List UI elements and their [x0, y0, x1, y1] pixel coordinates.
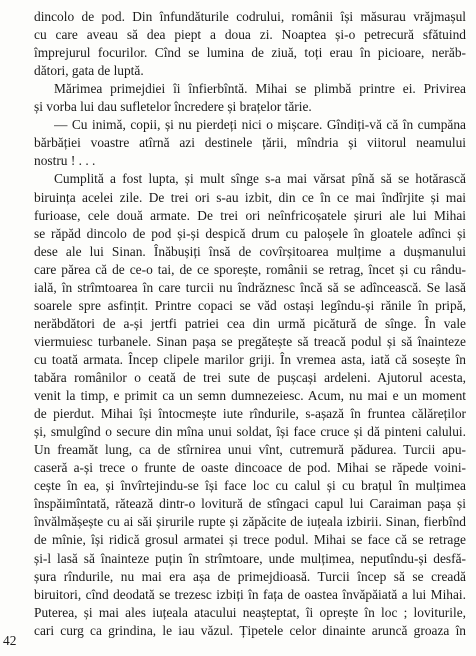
- text-line: învălmășește cu ai săi șirurile rupte și zăpăcite de iuțeala izbirii. Sinan, fierbînd: [34, 514, 466, 530]
- text-line: biruința acelei zile. De trei ori s-au izbit, din ce în ce mai îndîrjite și mai: [34, 189, 466, 205]
- text-line: caseră a-și trece o frunte de oaste dincoace de pod. Mihai se răpede voini-: [34, 460, 466, 476]
- text-line: Puterea, și mai ales iuțeala atacului neașteptat, îi oprește în loc ; loviturile,: [34, 604, 466, 620]
- text-line: dători, gata de luptă.: [34, 63, 144, 79]
- text-line: de mînie, își ridică grosul armatei și trece podul. Mihai se face că se retrage: [34, 532, 466, 548]
- text-line: dincolo de pod. Din înfundăturile codrului, românii își măsurau vrăjmașul: [34, 9, 466, 24]
- text-line: tabăra românilor o ceată de trei sute de pușcași ardeleni. Ajutorul acesta,: [34, 370, 466, 385]
- text-line: de pierdut. Mihai își întocmește iute rîndurile, s-așază în fruntea călăreților: [34, 406, 466, 422]
- text-line: furioase, cele două armate. De trei ori neînfricoșatele șiruri ale lui Mihai: [34, 207, 466, 223]
- text-line: venit la timp, e primit ca un semn dumnezeiesc. Acum, nu mai e un moment: [34, 388, 466, 404]
- text-line: soarele spre asfințit. Printre copaci se văd ostași legîndu-și rănile în pripă,: [34, 297, 466, 313]
- text-line: Cumplită a fost lupta, și mult sînge s-a mai vărsat pînă să se hotărască: [54, 171, 466, 187]
- text-line: biruitori, cînd deodată se trezesc izbiți în fața de oastea învăpăiată a lui Mihai.: [34, 586, 466, 602]
- book-page: [34, 0, 466, 656]
- text-line: înspăimîntată, rătează dintr-o lovitură de stîngaci capul lui Caraiman pașa și: [34, 496, 466, 512]
- text-line: Mărimea primejdiei îi înfierbîntă. Mihai se plimbă printre ei. Privirea: [54, 81, 466, 97]
- text-line: cu toată armata. Încep clipele marilor griji. În vremea asta, iată că sosește în: [34, 351, 466, 367]
- text-line: se răpăd dincolo de pod și-și despică drum cu paloșele în gloatele adînci și: [34, 225, 466, 241]
- text-line: împrejurul focurilor. Cînd se lumina de ziuă, toți erau în picioare, nerăb-: [34, 45, 466, 61]
- text-line: nerăbdători de a-și jertfi patriei cea din urmă picătură de sînge. În vale: [34, 315, 466, 331]
- text-line: Un freamăt lung, ca de stîrnirea unui vînt, cutremură pădurea. Turcii apu-: [34, 442, 466, 458]
- text-line: și vorba lui dau sufletelor încredere și brațelor tărie.: [34, 99, 312, 115]
- text-line: cu care aveau să dea piept a doua zi. Noaptea și-o petrecură sfătuind: [34, 27, 466, 43]
- text-line: bărbăției voastre atîrnă azi destinele țării, mîndria și viitorul neamului: [34, 135, 466, 151]
- text-line: și, smulgînd o secure din mîna unui soldat, își face cruce și dă pinteni calului.: [34, 424, 466, 440]
- text-line: dese ale lui Sinan. Înăbușiți însă de covîrșitoarea mulțime a dușmanului: [34, 243, 466, 259]
- text-line: cari curg ca grindina, le iau văzul. Țipetele celor dinainte aruncă groaza în: [34, 622, 466, 638]
- text-line: — Cu inimă, copii, și nu pierdeți nici o mișcare. Gîndiți-vă că în cumpăna: [54, 117, 466, 133]
- text-line: șura rîndurile, nu mai era așa de primejdioasă. Turcii încep să se creadă: [34, 568, 466, 584]
- text-line: și-l lasă să înainteze puțin în strîmtoare, unde mulțimea, neputîndu-și desfă-: [34, 550, 466, 566]
- text-line: viermuiesc turbanele. Sinan pașa se pregătește să treacă podul și să înainteze: [34, 333, 466, 349]
- text-line: care părea că de ce-o tai, de ce sporește, românii se retrag, încet și cu rându-: [34, 261, 466, 277]
- page-number: 42: [3, 633, 17, 648]
- text-line: ială, în strîmtoarea în care turcii nu îndrăznesc încă să se adîncească. Se lasă: [34, 279, 466, 295]
- text-line: cește în ea, și învîrtejindu-se își face loc cu calul și cu brațul în mulțimea: [34, 478, 466, 494]
- text-line: nostru ! . . .: [34, 153, 96, 169]
